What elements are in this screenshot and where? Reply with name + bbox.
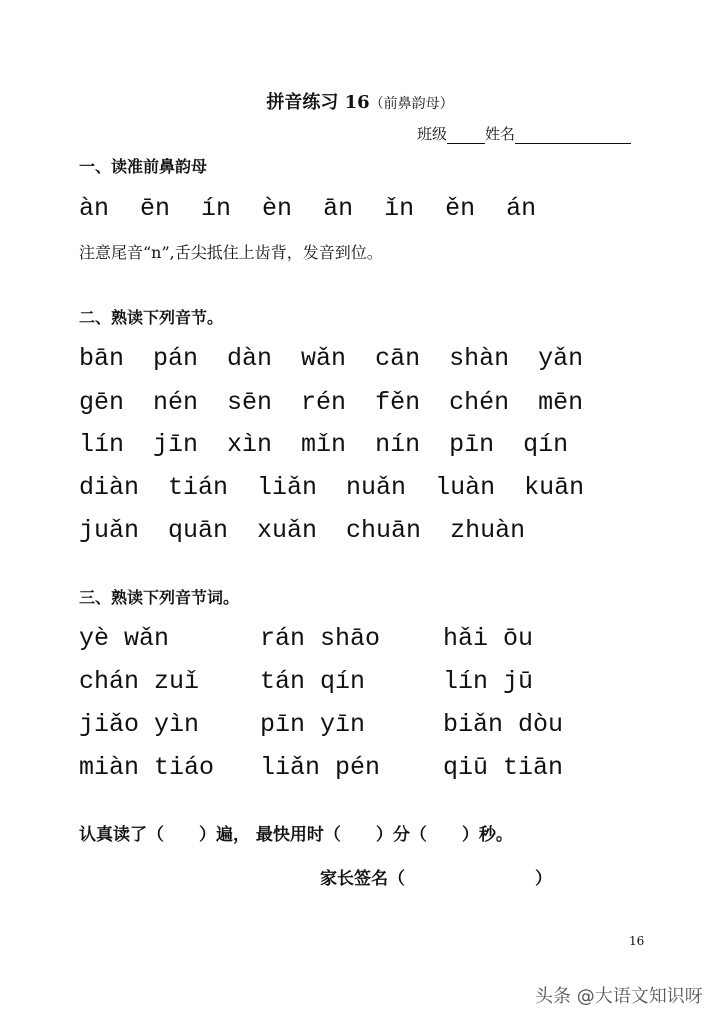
- syllable: nuǎn: [346, 473, 407, 502]
- syllable-row: [79, 473, 613, 502]
- word-row: [79, 710, 563, 739]
- watermark: 头条 @大语文知识呀: [535, 986, 703, 1007]
- section3-heading: 三、熟读下列音节词。: [79, 588, 240, 607]
- syllable: diàn: [79, 473, 140, 502]
- class-name-line: [417, 123, 631, 144]
- word-row: [79, 667, 533, 696]
- syllable-word: miàn tiáo: [79, 753, 215, 782]
- syllable: kuān: [524, 473, 585, 502]
- final: ēn: [140, 194, 171, 223]
- final: ěn: [445, 194, 476, 223]
- syllable: pīn: [449, 430, 495, 459]
- reading-record: [79, 820, 513, 845]
- parent-close: ）: [535, 869, 552, 889]
- syllable-word: hǎi ōu: [443, 624, 534, 653]
- final: án: [506, 194, 537, 223]
- syllable: tián: [168, 473, 229, 502]
- syllable: quān: [168, 516, 229, 545]
- syllable-word: rán shāo: [260, 624, 381, 653]
- reading-text: ）秒。: [461, 825, 513, 845]
- syllable: wǎn: [301, 344, 347, 373]
- section2-heading: 二、熟读下列音节。: [79, 308, 224, 327]
- syllable: yǎn: [538, 344, 584, 373]
- syllable: jīn: [153, 430, 199, 459]
- syllable-row: [79, 430, 597, 459]
- final: ín: [201, 194, 232, 223]
- syllable: dàn: [227, 344, 273, 373]
- syllable: gēn: [79, 388, 125, 417]
- syllable: zhuàn: [450, 516, 526, 545]
- syllable: fěn: [375, 388, 421, 417]
- page-title: [0, 88, 720, 114]
- name-label: 姓名: [485, 125, 516, 143]
- name-blank[interactable]: [515, 127, 631, 144]
- title-main: 拼音练习 16: [266, 92, 370, 113]
- syllable: mēn: [538, 388, 584, 417]
- syllable: nén: [153, 388, 199, 417]
- title-sub: （前鼻韵母）: [369, 96, 454, 112]
- parent-label: 家长签名（: [320, 869, 405, 889]
- syllable: sēn: [227, 388, 273, 417]
- syllable: liǎn: [257, 473, 318, 502]
- syllable: cān: [375, 344, 421, 373]
- class-label: 班级: [417, 125, 448, 143]
- syllable-word: qiū tiān: [443, 753, 564, 782]
- syllable-word: pīn yīn: [260, 710, 366, 739]
- syllable-word: jiǎo yìn: [79, 710, 200, 739]
- syllable: mǐn: [301, 430, 347, 459]
- section1-note: 注意尾音“n”,舌尖抵住上齿背，发音到位。: [79, 243, 383, 262]
- reading-text: ）遍， 最快用时（: [199, 825, 341, 845]
- section1-heading: 一、读准前鼻韵母: [79, 157, 208, 176]
- syllable: nín: [375, 430, 421, 459]
- syllable: pán: [153, 344, 199, 373]
- syllable-word: yè wǎn: [79, 624, 170, 653]
- syllable-row: [79, 388, 612, 417]
- syllable-word: biǎn dòu: [443, 710, 564, 739]
- class-blank[interactable]: [447, 127, 485, 144]
- syllable: chuān: [346, 516, 422, 545]
- final: ǐn: [384, 194, 415, 223]
- syllable: qín: [523, 430, 569, 459]
- syllable: shàn: [449, 344, 510, 373]
- word-row: [79, 753, 563, 782]
- syllable: lín: [79, 430, 125, 459]
- syllable: bān: [79, 344, 125, 373]
- syllable-word: tán qín: [260, 667, 366, 696]
- final: àn: [79, 194, 110, 223]
- page-number: 16: [629, 934, 645, 948]
- syllable: xìn: [227, 430, 273, 459]
- syllable-word: chán zuǐ: [79, 667, 200, 696]
- reading-text: 认真读了（: [79, 825, 164, 845]
- syllable: xuǎn: [257, 516, 318, 545]
- reading-text: ）分（: [375, 825, 427, 845]
- syllable: luàn: [435, 473, 496, 502]
- syllable: juǎn: [79, 516, 140, 545]
- word-row: [79, 624, 533, 653]
- syllable-word: lín jū: [443, 667, 534, 696]
- syllable-word: liǎn pén: [260, 753, 381, 782]
- syllable: rén: [301, 388, 347, 417]
- final: èn: [262, 194, 293, 223]
- syllable-row: [79, 344, 612, 373]
- section1-finals: [79, 194, 567, 223]
- syllable-row: [79, 516, 554, 545]
- final: ān: [323, 194, 354, 223]
- parent-signature: [320, 864, 552, 889]
- syllable: chén: [449, 388, 510, 417]
